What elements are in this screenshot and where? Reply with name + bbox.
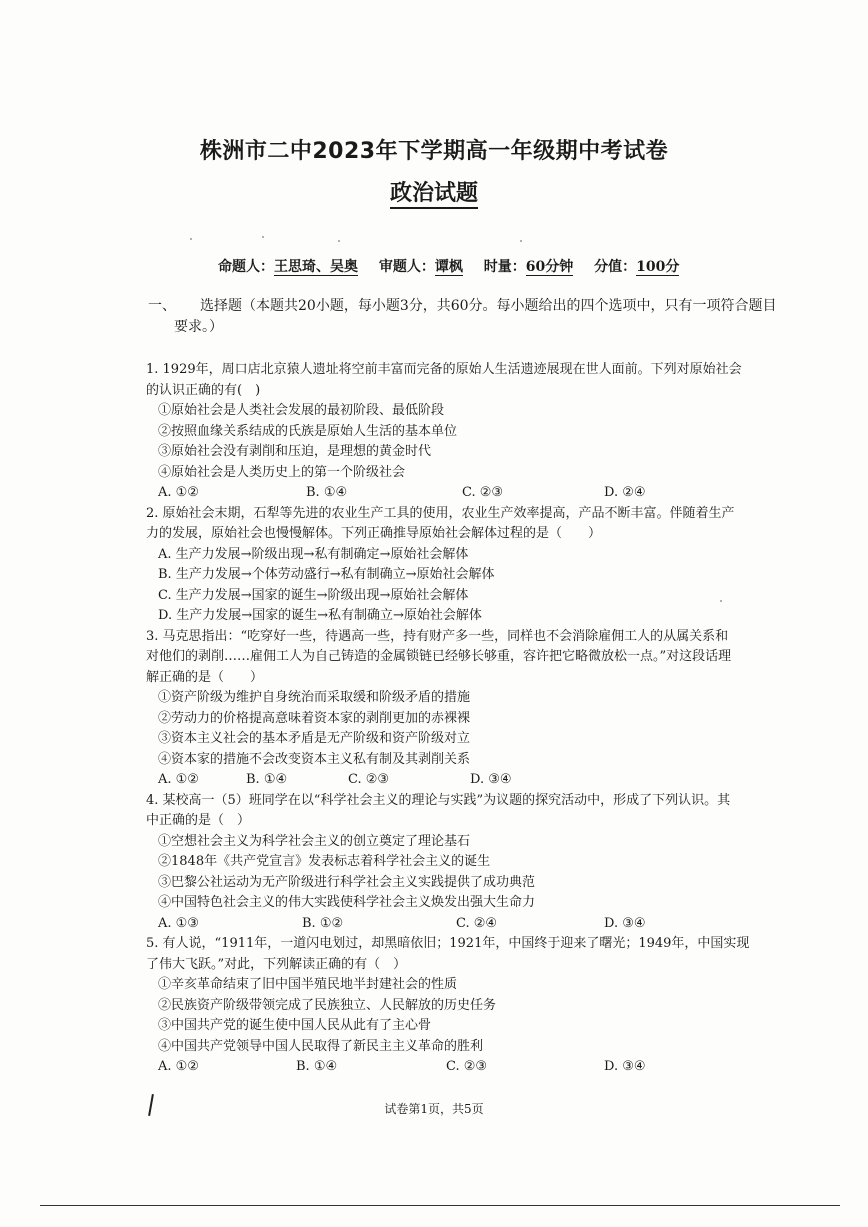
choice-d: D. ③④ (604, 1059, 646, 1074)
question-stem-line: 1. 1929年，周口店北京猿人遗址将空前丰富而完备的原始人生活遗迹展现在世人面前。下列对原始社会 (146, 362, 742, 377)
choice-b: B. ①② (302, 915, 344, 931)
choice-a: A. ①② (158, 485, 199, 500)
question-3 (146, 627, 772, 791)
choice-a: A. 生产力发展→阶级出现→私有制确定→原始社会解体 (158, 546, 469, 562)
scan-speck (720, 600, 722, 602)
question-2 (146, 504, 772, 627)
exam-meta (218, 256, 695, 276)
question-4 (146, 791, 772, 935)
page-footer: 试卷第1页，共5页 (384, 1102, 484, 1116)
choice-d: D. 生产力发展→国家的诞生→私有制确立→原始社会解体 (158, 608, 482, 623)
reviewer-value: 谭枫 (434, 259, 463, 275)
scan-speck (190, 238, 192, 240)
statement: ③中国共产党的诞生使中国人民从此有了主心骨 (158, 1018, 432, 1033)
statement: ②1848年《共产党宣言》发表标志着科学社会主义的诞生 (158, 854, 491, 869)
question-stem-line: 3. 马克思指出：“吃穿好一些，待遇高一些，持有财产多一些，同样也不会消除雇佣工人的从属关系和 (146, 628, 729, 644)
score-value: 100分 (636, 259, 680, 275)
author-label: 命题人： (218, 259, 274, 275)
section-number: 一、 (148, 298, 176, 314)
statement: ④原始社会是人类历史上的第一个阶级社会 (158, 464, 406, 480)
score-label: 分值： (594, 259, 637, 275)
statement: ②按照血缘关系结成的氏族是原始人生活的基本单位 (158, 423, 458, 439)
page-subtitle (0, 176, 868, 207)
question-stem-line: 4. 某校高一（5）班同学在以“科学社会主义的理论与实践”为议题的探究活动中，形成了下列认识。其 (146, 792, 731, 808)
time-label: 时量： (483, 259, 526, 275)
statement: ①原始社会是人类社会发展的最初阶段、最低阶段 (158, 403, 445, 418)
choice-c: C. ②③ (462, 485, 504, 500)
statement: ①资产阶级为维护自身统治而采取缓和阶级矛盾的措施 (158, 690, 471, 705)
choice-c: C. ②④ (456, 915, 498, 931)
choice-b: B. 生产力发展→个体劳动盛行→私有制确立→原始社会解体 (158, 567, 495, 582)
question-stem-line: 对他们的剥削……雇佣工人为自己铸造的金属锁链已经够长够重，容许把它略微放松一点。”对这段话理 (146, 649, 732, 664)
choice-d: D. ③④ (470, 772, 512, 787)
choice-d: D. ②④ (604, 485, 646, 500)
choice-c: C. ②③ (348, 772, 390, 787)
statement: ②劳动力的价格提高意味着资本家的剥削更加的赤裸裸 (158, 710, 471, 726)
statement: ④中国特色社会主义的伟大实践使科学社会主义焕发出强大生命力 (158, 895, 536, 910)
scan-speck (262, 236, 264, 238)
choice-d: D. ③④ (604, 915, 646, 931)
statement: ②民族资产阶级带领完成了民族独立、人民解放的历史任务 (158, 997, 497, 1013)
statement: ①空想社会主义为科学社会主义的创立奠定了理论基石 (158, 833, 471, 849)
choice-a: A. ①② (158, 772, 199, 787)
statement: ④中国共产党领导中国人民取得了新民主主义革命的胜利 (158, 1038, 484, 1054)
section-instruction-line2: 要求。） (174, 319, 223, 335)
section-heading (148, 296, 778, 338)
section-instruction-line1: 选择题（本题共20小题，每小题3分，共60分。每小题给出的四个选项中，只有一项符合题目 (200, 298, 777, 314)
answer-choices (146, 483, 772, 504)
scan-speck (520, 240, 522, 242)
answer-choices (146, 770, 772, 791)
statement: ③资本主义社会的基本矛盾是无产阶级和资产阶级对立 (158, 731, 471, 746)
time-value: 60分钟 (525, 259, 574, 275)
choice-b: B. ①④ (306, 485, 348, 500)
question-stem-line: 中正确的是（ ） (146, 813, 251, 828)
statement: ①辛亥革命结束了旧中国半殖民地半封建社会的性质 (158, 977, 458, 992)
page-title: 株洲市二中2023年下学期高一年级期中考试卷 (199, 139, 669, 164)
author-value: 王思琦、吴奥 (274, 259, 358, 275)
choice-c: C. ②③ (446, 1059, 488, 1074)
question-stem-line: 5. 有人说，“1911年，一道闪电划过，却黑暗依旧；1921年，中国终于迎来了曙光；1949年，中国实现 (146, 936, 750, 951)
answer-choices (146, 1057, 772, 1078)
choice-a: A. ①③ (158, 915, 199, 931)
statement: ③原始社会没有剥削和压迫，是理想的黄金时代 (158, 444, 432, 459)
question-list (146, 360, 772, 1078)
question-stem-line: 2. 原始社会末期，石犁等先进的农业生产工具的使用，农业生产效率提高，产品不断丰富。伴随着生产 (146, 505, 735, 521)
question-5 (146, 934, 772, 1078)
statement: ④资本家的措施不会改变资本主义私有制及其剥削关系 (158, 751, 471, 767)
subtitle-text: 政治试题 (390, 181, 478, 209)
statement: ③巴黎公社运动为无产阶级进行科学社会主义实践提供了成功典范 (158, 874, 536, 890)
question-stem-line: 力的发展，原始社会也慢慢解体。下列正确推导原始社会解体过程的是（ ） (146, 526, 602, 541)
choice-b: B. ①④ (296, 1059, 338, 1074)
choice-b: B. ①④ (246, 772, 288, 787)
bottom-rule (40, 1205, 840, 1206)
question-1 (146, 360, 772, 504)
scan-speck (338, 240, 340, 242)
reviewer-label: 审题人： (378, 259, 435, 275)
question-stem-line: 解正确的是（ ） (146, 669, 264, 685)
choice-a: A. ①② (158, 1059, 199, 1074)
question-stem-line: 的认识正确的有( ) (146, 382, 261, 398)
choice-c: C. 生产力发展→国家的诞生→阶级出现→原始社会解体 (158, 587, 469, 603)
question-stem-line: 了伟大飞跃。”对此，下列解读正确的有（ ） (146, 956, 407, 972)
answer-choices (146, 914, 772, 935)
